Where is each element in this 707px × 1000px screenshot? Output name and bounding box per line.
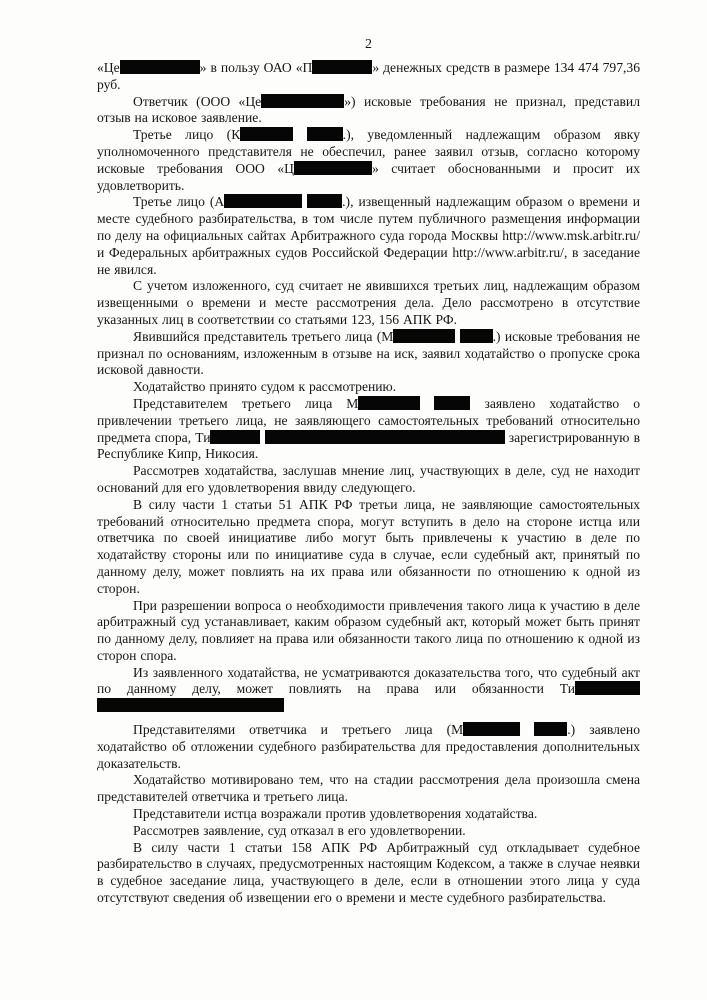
redaction-bar xyxy=(120,60,200,74)
redaction-bar xyxy=(358,396,420,410)
paragraph: Представителем третьего лица М заявлено ходатайство о привлечении третьего лица, не заявляющего самостоятельных требований относительно предмета спора, Ти зарегистрированную в Республике Кипр, Никосия. xyxy=(97,395,640,462)
redaction-bar xyxy=(312,60,372,74)
redaction-bar xyxy=(240,127,293,141)
redaction-bar xyxy=(575,681,640,695)
redaction-bar xyxy=(434,396,470,410)
paragraph: В силу части 1 статьи 158 АПК РФ Арбитражный суд откладывает судебное разбирательство в случаях, предусмотренных настоящим Кодексом, а также в случае неявки в судебное заседание лица, участвующего в деле, если в отношении этого лица у суда отсутствуют сведения об извещении его о времени и месте судебного разбирательства. xyxy=(97,839,640,906)
paragraph: Представителями ответчика и третьего лица (М .) заявлено ходатайство об отложении судебного разбирательства для предоставления дополнительных доказательств. xyxy=(97,722,640,771)
paragraph: С учетом изложенного, суд считает не явившихся третьих лиц, надлежащим образом извещенными о времени и месте рассмотрения дела. Дело рассмотрено в отсутствие указанных лиц в соответствии со статьями 123, 156 АПК РФ. xyxy=(97,278,640,327)
paragraph: Ходатайство мотивировано тем, что на стадии рассмотрения дела произошла смена представителей ответчика и третьего лица. xyxy=(97,772,640,805)
paragraph: Рассмотрев заявление, суд отказал в его удовлетворении. xyxy=(133,822,466,838)
paragraph: В силу части 1 статьи 51 АПК РФ третьи лица, не заявляющие самостоятельных требований относительно предмета спора, могут вступить в дело на стороне истца или ответчика по своей инициативе либо могут быть привлечены к участию в деле по ходатайству стороны или по инициативе суда в случае, если судебный акт, принятый по данному делу, может повлиять на их права или обязанности по отношению к одной из сторон. xyxy=(97,496,640,596)
paragraph: Ответчик (ООО «Це ») исковые требования не признал, представил отзыв на исковое заявление. xyxy=(97,93,640,126)
redaction-bar xyxy=(224,194,302,208)
paragraph: Третье лицо (А .), извещенный надлежащим образом о времени и месте судебного разбирательства, в том числе путем публичного размещения информации по делу на официальных сайтах Арбитражного суда города Москвы http://www.msk.arbitr.ru/ и Федеральных арбитражных судов Российской Федерации http://www.arbitr.ru/, в заседание не явился. xyxy=(97,194,641,277)
redaction-bar xyxy=(265,430,505,444)
redaction-bar xyxy=(460,329,493,343)
redaction-bar xyxy=(393,329,455,343)
page-number: 2 xyxy=(365,37,372,52)
document-body xyxy=(97,60,640,907)
redaction-bar xyxy=(307,127,343,141)
redaction-bar xyxy=(261,94,344,108)
paragraph: При разрешении вопроса о необходимости привлечения такого лица к участию в деле арбитражный суд устанавливает, каким образом судебный акт, который может быть принят по данному делу, повлияет на права или обязанности такого лица по отношению к одной из сторон спора. xyxy=(97,597,640,663)
paragraph: Представители истца возражали против удовлетворения ходатайства. xyxy=(133,806,538,822)
paragraph: Ходатайство принято судом к рассмотрению. xyxy=(133,379,397,395)
paragraph: «Це » в пользу ОАО «П » денежных средств в размере 134 474 797,36 руб. xyxy=(97,60,640,92)
redaction-bar xyxy=(307,194,342,208)
redaction-bar xyxy=(210,430,260,444)
paragraph: Рассмотрев ходатайства, заслушав мнение лиц, участвующих в деле, суд не находит оснований для его удовлетворения ввиду следующего. xyxy=(97,463,640,495)
redaction-bar xyxy=(97,698,284,712)
paragraph: Третье лицо (К .), уведомленный надлежащим образом явку уполномоченного представителя не обеспечил, ранее заявил отзыв, согласно которому исковые требования ООО «Ц » считает обоснованными и просит их удовлетворить. xyxy=(97,127,641,193)
redaction-bar xyxy=(534,722,567,736)
paragraph: Явившийся представитель третьего лица (М .) исковые требования не признал по основаниям, изложенным в отзыве на иск, заявил ходатайство о пропуске срока исковой давности. xyxy=(97,328,641,378)
redaction-bar xyxy=(463,722,520,736)
redaction-bar xyxy=(294,161,372,175)
paragraph: Из заявленного ходатайства, не усматриваются доказательства того, что судебный акт по данному делу, может повлиять на права или обязанности Ти xyxy=(97,665,640,715)
